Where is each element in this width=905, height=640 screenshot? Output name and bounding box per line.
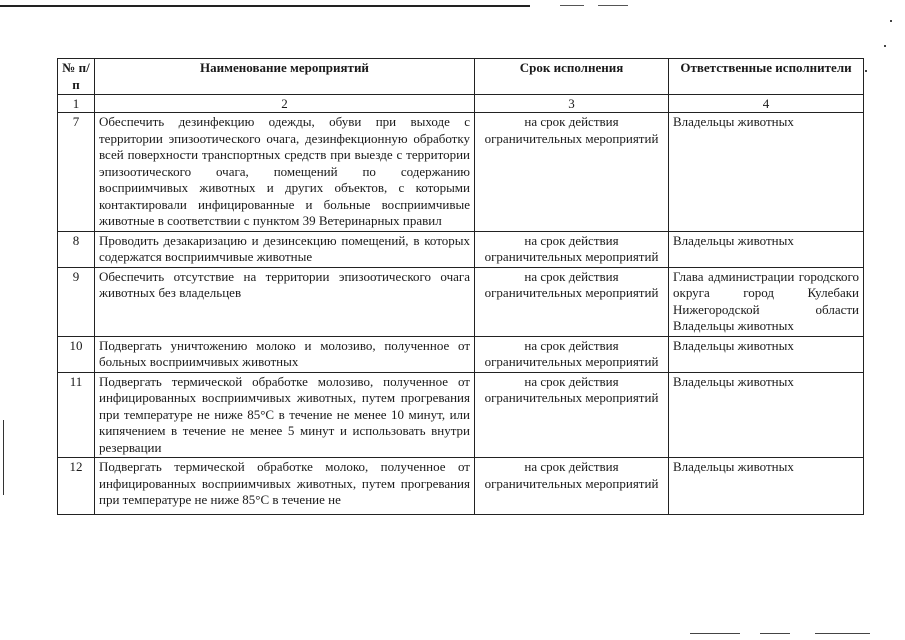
scan-speck — [890, 20, 892, 22]
table-row — [58, 267, 864, 336]
table-header-row — [58, 59, 864, 95]
scan-top-dash — [598, 5, 628, 6]
table-row — [58, 336, 864, 372]
measure-responsible — [669, 267, 864, 336]
row-number: 7 — [58, 113, 95, 232]
header-name: Наименование мероприятий — [95, 59, 475, 95]
row-number: 8 — [58, 231, 95, 267]
measure-term: на срок действия ограничительных мероприятий — [475, 372, 669, 458]
measure-name: Подвергать термической обработке молоко, полученное от инфицированных восприимчивых животных, путем прогревания при температуре не ниже 85°С в течение не — [95, 458, 475, 515]
measure-term: на срок действия ограничительных мероприятий — [475, 267, 669, 336]
row-number: 11 — [58, 372, 95, 458]
measure-responsible — [669, 231, 864, 267]
header-term: Срок исполнения — [475, 59, 669, 95]
measure-term: на срок действия ограничительных мероприятий — [475, 336, 669, 372]
column-number: 1 — [58, 95, 95, 113]
scan-top-dash — [560, 5, 584, 6]
measure-name: Проводить дезакаризацию и дезинсекцию помещений, в которых содержатся восприимчивые животные — [95, 231, 475, 267]
scan-speck — [884, 45, 886, 47]
scan-speck — [865, 70, 867, 72]
scan-bottom-dash — [815, 633, 870, 634]
measure-name: Обеспечить отсутствие на территории эпизоотического очага животных без владельцев — [95, 267, 475, 336]
responsible-line: Глава администрации городского округа город Кулебаки Нижегородской области — [673, 268, 859, 317]
table-row — [58, 231, 864, 267]
table-row — [58, 113, 864, 232]
scan-top-border — [0, 5, 530, 7]
header-num: № п/п — [58, 59, 95, 95]
scan-bottom-dash — [690, 633, 740, 634]
row-number: 12 — [58, 458, 95, 515]
responsible-line: Владельцы животных — [673, 373, 794, 389]
measure-term: на срок действия ограничительных мероприятий — [475, 458, 669, 515]
responsible-line: Владельцы животных — [673, 459, 794, 474]
measure-name: Подвергать термической обработке молозиво, полученное от инфицированных восприимчивых животных, путем прогревания при температуре не ниже 85°С в течение не менее 10 минут, или кипячением в течение не менее 5 минут и использовать внутри резервации — [95, 372, 475, 458]
measure-responsible — [669, 458, 864, 515]
responsible-line: Владельцы животных — [673, 318, 794, 333]
row-number: 10 — [58, 336, 95, 372]
scan-bottom-dash — [760, 633, 790, 634]
measure-responsible — [669, 372, 864, 458]
column-number-row — [58, 95, 864, 113]
scan-left-mark — [3, 420, 4, 495]
responsible-line: Владельцы животных — [673, 232, 794, 248]
table-row — [58, 372, 864, 458]
column-number: 2 — [95, 95, 475, 113]
measure-term: на срок действия ограничительных мероприятий — [475, 113, 669, 232]
measure-name: Обеспечить дезинфекцию одежды, обуви при выходе с территории эпизоотического очага, дезинфекционную обработку всей поверхности транспортных средств при выезде с территории эпизоотического очага, помещений по содержанию восприимчивых животных и других объектов, с которыми контактировали инфицированные и больные восприимчивые животные в соответствии с пунктом 39 Ветеринарных правил — [95, 113, 475, 232]
table-row — [58, 458, 864, 515]
responsible-line: Владельцы животных — [673, 114, 794, 129]
responsible-line: Владельцы животных — [673, 337, 794, 353]
row-number: 9 — [58, 267, 95, 336]
measure-term: на срок действия ограничительных мероприятий — [475, 231, 669, 267]
header-resp: Ответственные исполнители — [669, 59, 864, 95]
column-number: 4 — [669, 95, 864, 113]
column-number: 3 — [475, 95, 669, 113]
measure-responsible — [669, 113, 864, 232]
measure-name: Подвергать уничтожению молоко и молозиво, полученное от больных восприимчивых животных — [95, 336, 475, 372]
measure-responsible — [669, 336, 864, 372]
measures-table — [57, 58, 864, 515]
